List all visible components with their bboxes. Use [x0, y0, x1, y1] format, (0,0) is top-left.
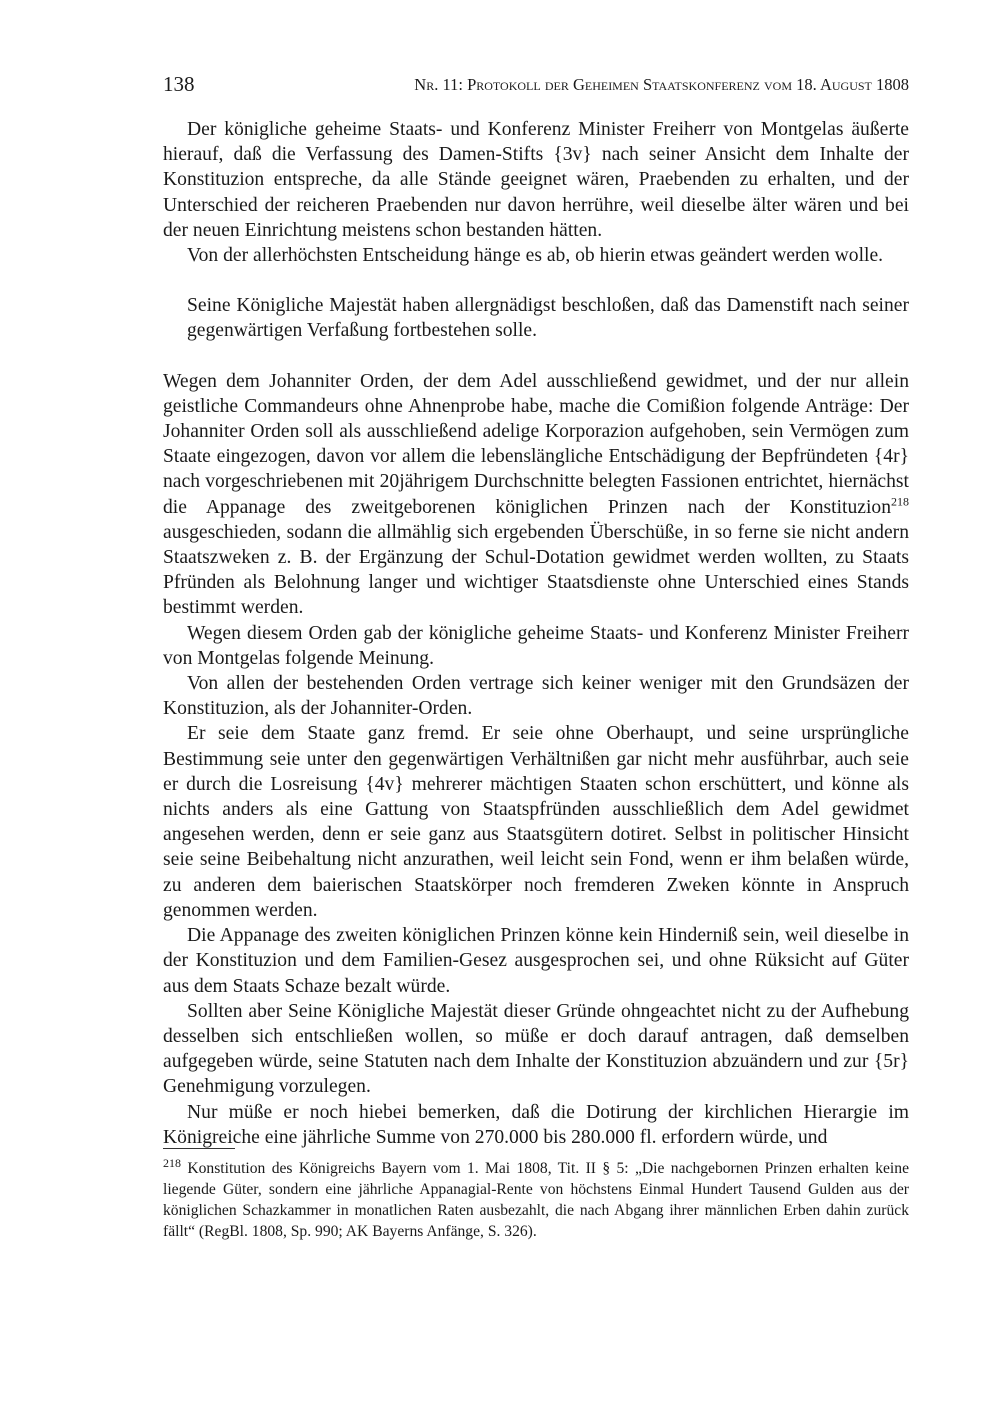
paragraph: Nur müße er noch hiebei bemerken, daß die Dotirung der kirchlichen Hierargie im Königreiche eine jährliche Summe von 270.000 bis 280.000 fl. erfordern würde, und [163, 1101, 909, 1148]
paragraph-text: Wegen dem Johanniter Orden, der dem Adel ausschließend gewidmet, und der nur allein geistliche Commandeurs ohne Ahnenprobe habe, mache die Comißion folgende Anträge: Der Johanniter Orden soll als ausschließend adelige Korporazion aufgehoben, sein Vermögen zum Staate eingezogen, davon vor allem die lebenslängliche Entschädigung der Bepfründeten {4r} nach vorgeschriebenen mit 20jährigem Durchschnitte belegten Fassionen entrichtet, hiernächst die Appanage des zweitgeborenen königlichen Prinzen nach der Konstituzion [163, 370, 909, 518]
paragraph [163, 369, 909, 621]
paragraph: Der königliche geheime Staats- und Konferenz Minister Freiherr von Montgelas äußerte hierauf, daß die Verfassung des Damen-Stifts {3v} nach seiner Ansicht dem Inhalte der Konstituzion entspreche, da alle Stände geeignet wären, Praebenden zu erhalten, und der Unterschied der reicheren Praebenden nur davon herrühre, weil dieselbe älter wären und bei der neuen Einrichtung meistens schon bestanden hätten. [163, 119, 909, 241]
footnote-reference: 218 [891, 494, 909, 509]
paragraph-text: ausgeschieden, sodann die allmählig sich ergebenden Überschüße, in so ferne sie nicht andern Staatszweken z. B. der Ergänzung der Schul-Dotation gewidmet werden wollten, zu Staats Pfründen als Belohnung langer und wichtiger Staatsdienste ohne Unterschied eines Stands bestimmt werden. [163, 521, 909, 619]
paragraph: Sollten aber Seine Königliche Majestät dieser Gründe ohngeachtet nicht zu der Aufhebung desselben sich entschließen wollen, so müße er doch darauf antragen, daß demselben aufgegeben würde, seine Statuten nach dem Inhalte der Konstituzion abzuändern und zur {5r} Genehmigung vorzulegen. [163, 1000, 909, 1098]
resolution-paragraph: Seine Königliche Majestät haben allergnädigst beschloßen, daß das Damenstift nach seiner gegenwärtigen Verfaßung fortbestehen solle. [187, 295, 909, 342]
footnote [163, 1155, 909, 1242]
footnote-text: Konstitution des Königreichs Bayern vom 1. Mai 1808, Tit. II § 5: „Die nachgebornen Prinzen erhalten keine liegende Güter, sondern eine jährliche Appanagial-Rente von höchstens Einmal Hundert Tausend Gulden aus der königlichen Schazkammer in monatlichen Raten ausbezahlt, die nach Abgang ihrer männlichen Erben dahin zurück fällt“ (RegBl. 1808, Sp. 990; AK Bayerns Anfänge, S. 326). [163, 1160, 909, 1240]
body-text [163, 117, 909, 1150]
paragraph: Die Appanage des zweiten königlichen Prinzen könne kein Hinderniß sein, weil dieselbe in der Konstituzion und dem Familien-Gesez ausgesprochen sei, und ohne Rüksicht auf Güter aus dem Staats Schaze bezalt würde. [163, 925, 909, 997]
page-number: 138 [163, 72, 195, 96]
paragraph: Er seie dem Staate ganz fremd. Er seie ohne Oberhaupt, und seine ursprüngliche Bestimmung seie unter den gegenwärtigen Verhältnißen gar nicht mehr ausführbar, auch seie er durch die Losreisung {4v} mehrerer mächtigen Staaten schon erschüttert, und könne als nichts anders als eine Gattung von Staatspfründen ausschließlich dem Adel gewidmet angesehen werden, denn er seie ganz aus Staatsgütern dotiret. Selbst in politischer Hinsicht seie seine Beibehaltung nicht anzurathen, weil leicht sein Fond, wenn er ihm belaßen würde, zu anderen dem baierischen Staatskörper noch fremderen Zweken könnte in Anspruch genommen werden. [163, 723, 909, 921]
footnote-number: 218 [163, 1155, 181, 1170]
paragraph: Wegen diesem Orden gab der königliche geheime Staats- und Konferenz Minister Freiherr von Montgelas folgende Meinung. [163, 622, 909, 669]
footnote-rule [163, 1148, 235, 1149]
paragraph: Von allen der bestehenden Orden vertrage sich keiner weniger mit den Grundsäzen der Konstituzion, als der Johanniter-Orden. [163, 673, 909, 720]
running-header [300, 72, 909, 98]
footnote-paragraph [163, 1155, 909, 1242]
running-header-title: Protokoll der Geheimen Staatskonferenz vom 18. August 1808 [467, 75, 909, 94]
paragraph: Von der allerhöchsten Entscheidung hänge es ab, ob hierin etwas geändert werden wolle. [187, 245, 884, 267]
running-header-prefix: Nr. 11: [414, 75, 468, 94]
